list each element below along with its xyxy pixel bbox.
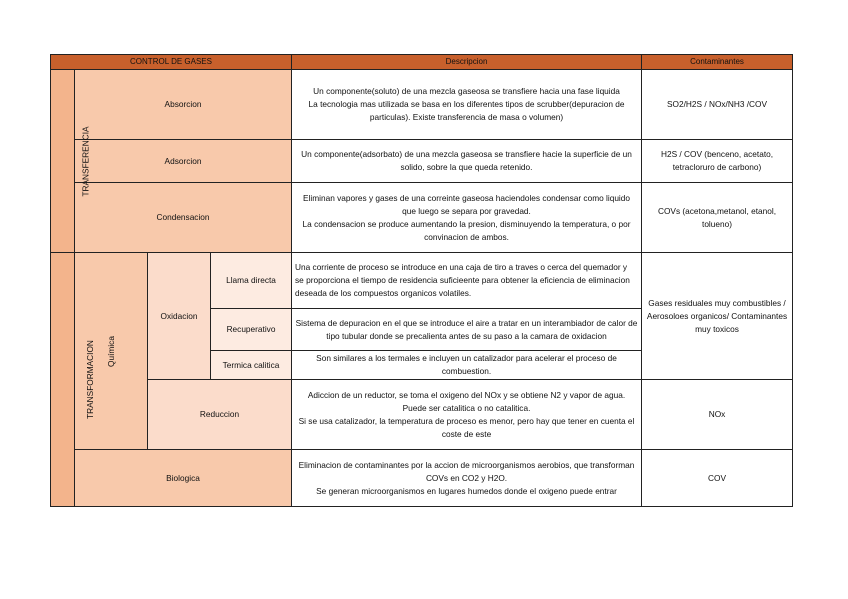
group-quimica: Química	[75, 253, 148, 450]
desc-condensacion: Eliminan vapores y gases de una correinte gaseosa haciendoles condensar como liquido que luego se separa por gravedad. La condensacion se produce aumentando la presion, disminuyendo la temperatura, o por convinacion de ambos.	[292, 183, 642, 253]
table-header-row	[51, 55, 793, 70]
row-label-condensacion: Condensacion	[75, 183, 292, 253]
cont-biologica: COV	[642, 450, 793, 507]
cont-adsorcion: H2S / COV (benceno, acetato, tetracloruro de carbono)	[642, 140, 793, 183]
desc-absorcion: Un componente(soluto) de una mezcla gaseosa se transfiere hacia una fase liquida La tecnologia mas utilizada se basa en los diferentes tipos de scrubber(depuracion de particulas). Existe transferencia de masa o volumen)	[292, 70, 642, 140]
desc-llama-directa: Una corriente de proceso se introduce en una caja de tiro a traves o cerca del quemador y se proporciona el tiempo de residencia suficieente para obtener la eficiencia de eliminacion deseada de los compuestos organicos volatiles.	[292, 253, 642, 309]
group-transformacion: TRANSFORMACION	[51, 253, 75, 507]
desc-recuperativo: Sistema de depuracion en el que se introduce el aire a tratar en un interambiador de calor de tipo tubular donde se precalienta antes de su paso a la camara de oxidacion	[292, 309, 642, 351]
desc-termica-calitica: Son similares a los termales e incluyen un catalizador para acelerar el proceso de combuestion.	[292, 351, 642, 380]
header-contaminantes: Contaminantes	[642, 55, 793, 70]
cont-reduccion: NOx	[642, 380, 793, 450]
group-transferencia: TRANSFERENCIA	[51, 70, 75, 253]
desc-biologica: Eliminacion de contaminantes por la accion de microorganismos aerobios, que transforman COVs en CO2 y H2O. Se generan microorganismos en lugares humedos donde el oxigeno puede entrar	[292, 450, 642, 507]
table-row	[51, 253, 793, 309]
row-label-recuperativo: Recuperativo	[211, 309, 292, 351]
row-label-adsorcion: Adsorcion	[75, 140, 292, 183]
cont-oxidacion: Gases residuales muy combustibles / Aerosoloes organicos/ Contaminantes muy toxicos	[642, 253, 793, 380]
row-label-absorcion: Absorcion	[75, 70, 292, 140]
row-label-biologica: Biologica	[75, 450, 292, 507]
table-row	[51, 450, 793, 507]
table-row	[51, 380, 793, 450]
row-label-reduccion: Reduccion	[148, 380, 292, 450]
table-row	[51, 140, 793, 183]
row-label-termica-calitica: Termica calitica	[211, 351, 292, 380]
table-row	[51, 183, 793, 253]
row-label-llama-directa: Llama directa	[211, 253, 292, 309]
cont-condensacion: COVs (acetona,metanol, etanol, tolueno)	[642, 183, 793, 253]
header-descripcion: Descripcion	[292, 55, 642, 70]
gas-control-table	[50, 54, 793, 507]
desc-reduccion: Adiccion de un reductor, se toma el oxigeno del NOx y se obtiene N2 y vapor de agua. Puede ser catalitica o no catalitica. Si se usa catalizador, la temperatura de proceso es menor, pero hay que tener en cuenta el coste de este	[292, 380, 642, 450]
cont-absorcion: SO2/H2S / NOx/NH3 /COV	[642, 70, 793, 140]
desc-adsorcion: Un componente(adsorbato) de una mezcla gaseosa se transfiere hacie la superficie de un solido, sobre la que queda retenido.	[292, 140, 642, 183]
header-control: CONTROL DE GASES	[51, 55, 292, 70]
table-row	[51, 70, 793, 140]
group-oxidacion: Oxidacion	[148, 253, 211, 380]
